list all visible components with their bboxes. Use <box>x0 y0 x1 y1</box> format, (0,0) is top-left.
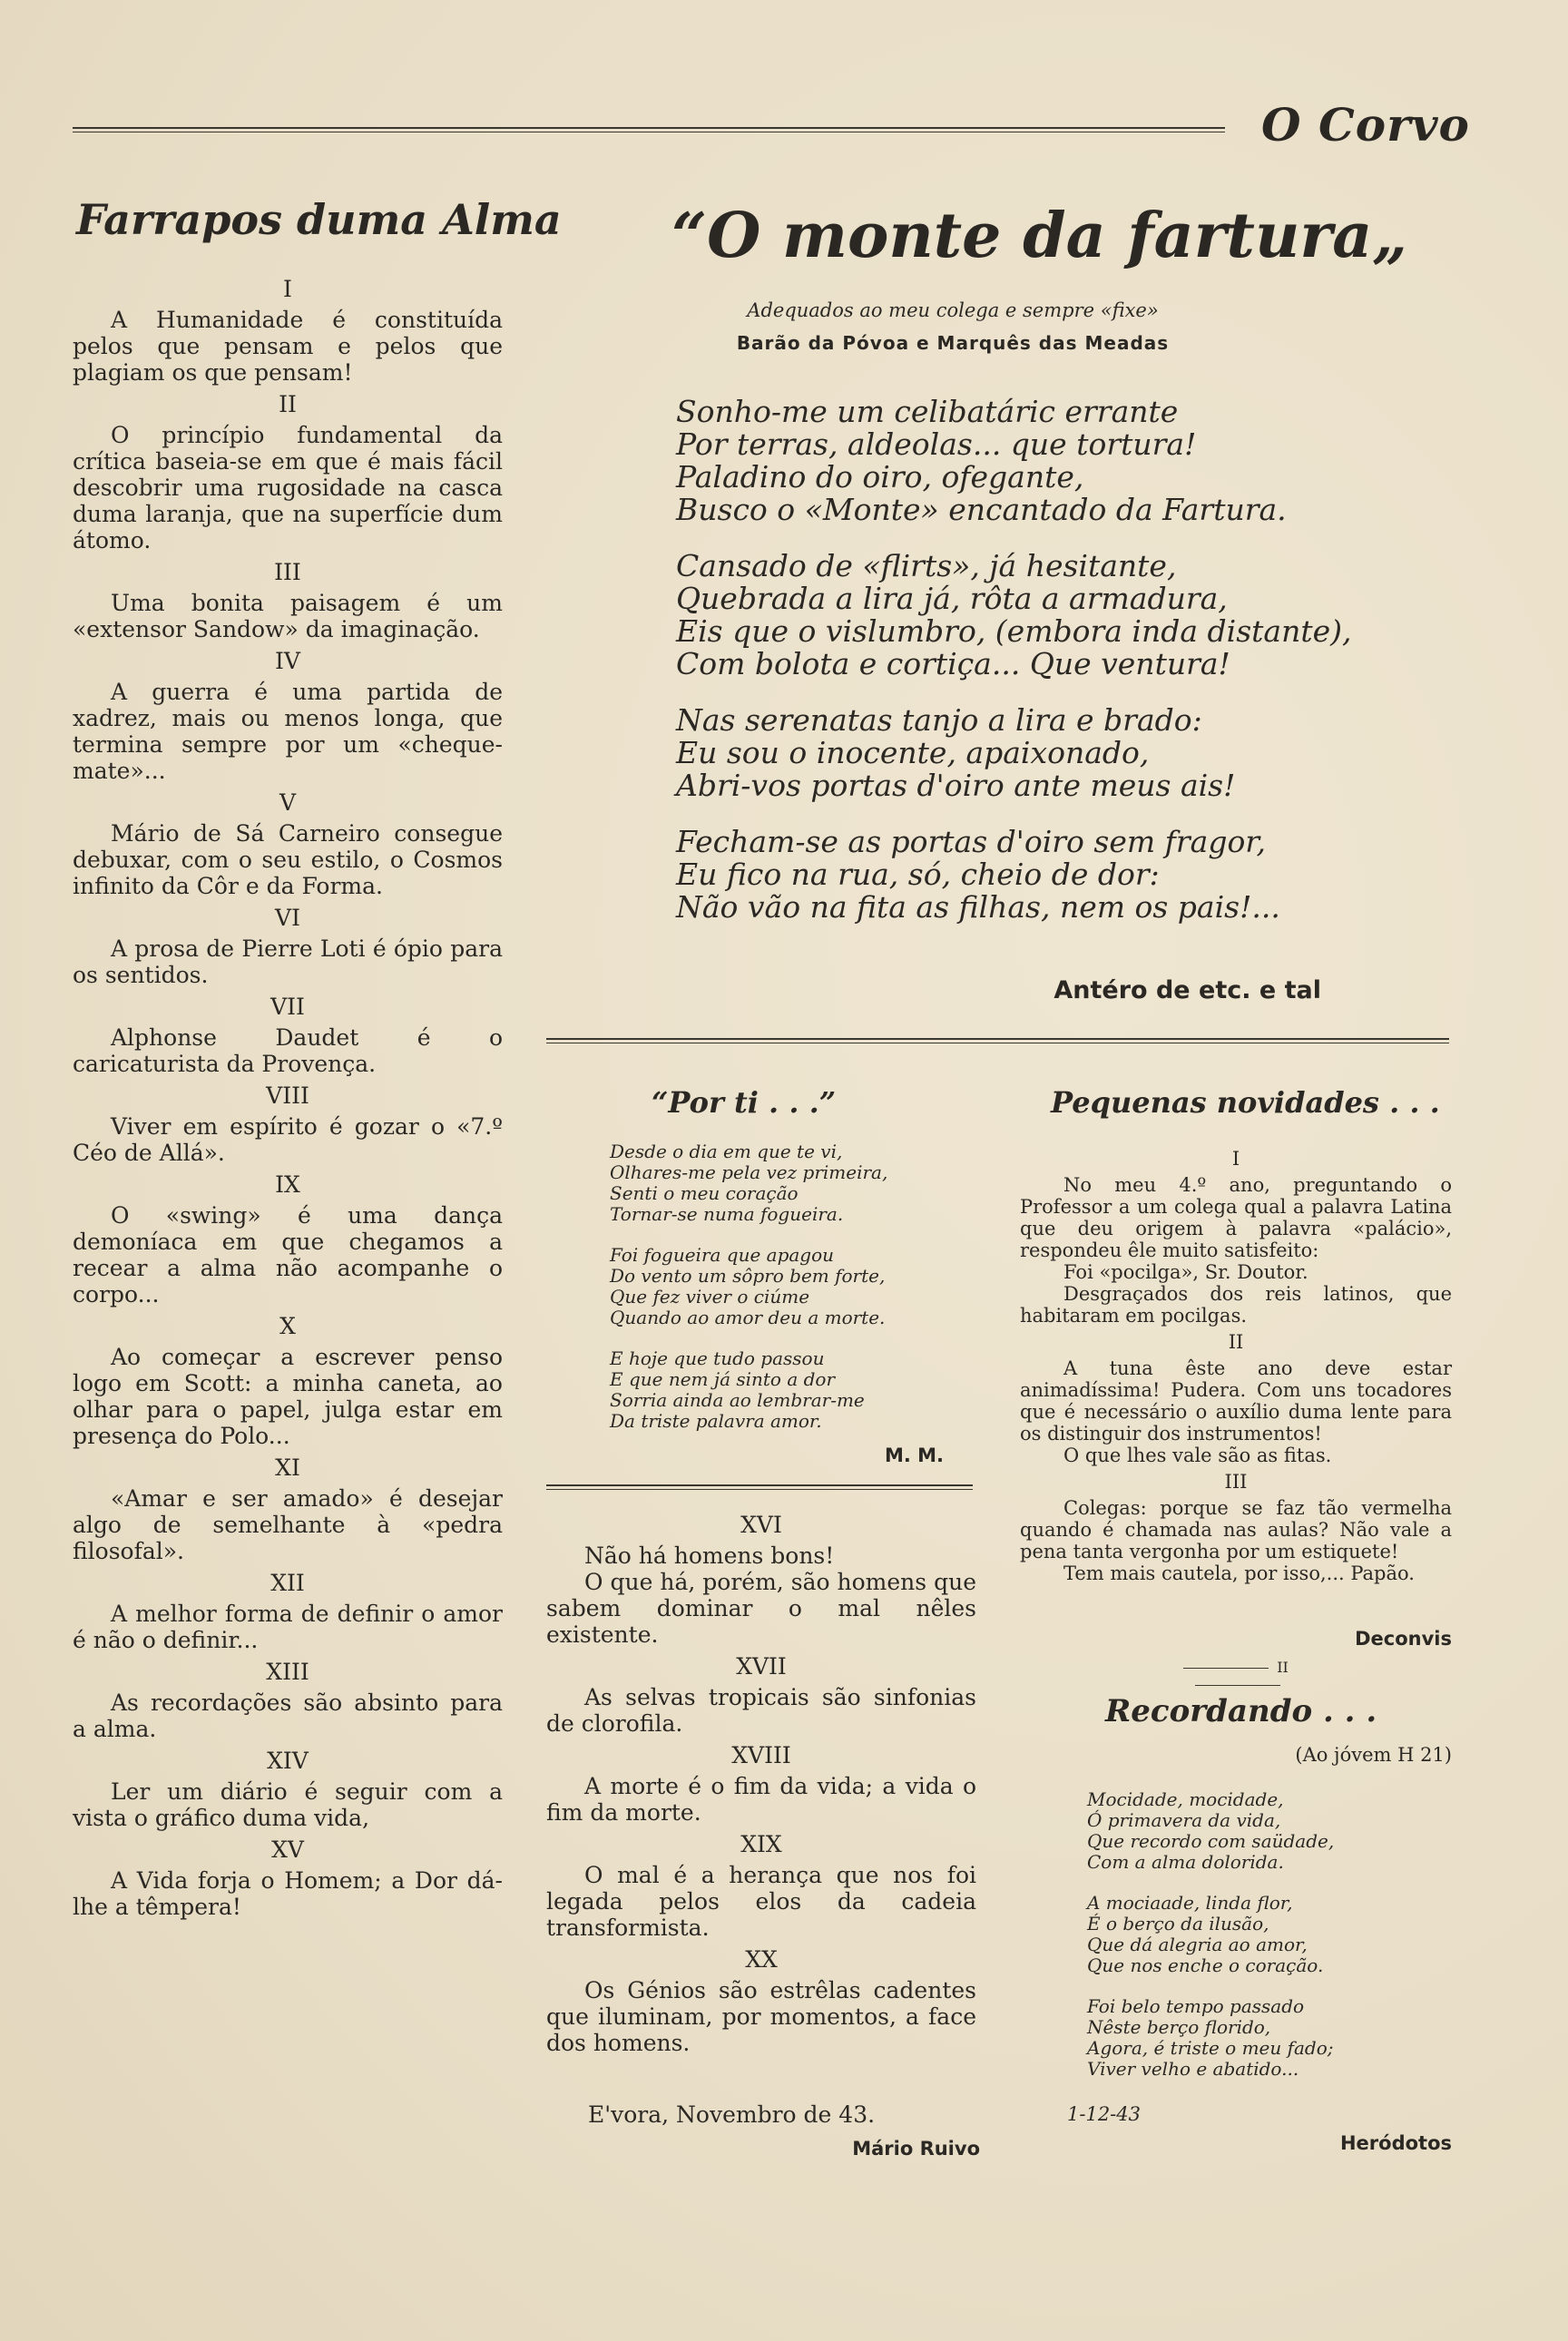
item-text: A morte é o fim da vida; a vida o fim da morte. <box>546 1773 976 1826</box>
item-number: III <box>1224 1471 1248 1493</box>
item-number: V <box>279 789 297 816</box>
item-number: I <box>283 276 292 302</box>
verse-line: Quando ao amor deu a morte. <box>610 1307 886 1328</box>
item-text: Uma bonita paisagem é um «extensor Sandow» da imaginação. <box>73 590 503 642</box>
verse-line: Nas serenatas tanjo a lira e brado: <box>676 702 1202 738</box>
recordando-date: 1-12-43 <box>1067 2103 1141 2125</box>
verse-line: Tornar-se numa fogueira. <box>610 1203 844 1225</box>
item-text: As recordações são absinto para a alma. <box>73 1690 503 1742</box>
verse-line: Fecham-se as portas d'oiro sem fragor, <box>676 824 1266 859</box>
verse-line: Com a alma dolorida. <box>1087 1851 1284 1873</box>
verse-line: Desde o dia em que te vi, <box>610 1141 843 1162</box>
verse-line: Que dá alegria ao amor, <box>1087 1934 1308 1955</box>
recordando-poem <box>1087 1789 1450 2100</box>
verse-line: Cansado de «flirts», já hesitante, <box>676 548 1177 583</box>
verse-line: É o berço da ilusão, <box>1087 1913 1269 1935</box>
verse-line: Foi belo tempo passado <box>1087 1995 1305 2017</box>
verse-line: Sonho-me um celibatáric errante <box>676 394 1179 429</box>
stanza <box>610 1245 955 1328</box>
item-number: X <box>279 1313 296 1339</box>
porti-rule <box>546 1484 973 1490</box>
verse-line: Mocidade, mocidade, <box>1087 1788 1284 1810</box>
verse-line: Quebrada a lira já, rôta a armadura, <box>676 581 1228 616</box>
news-text: O que lhes vale são as fitas. <box>1063 1445 1332 1466</box>
news-text: No meu 4.º ano, preguntando o Professor a um colega qual a palavra Latina que deu origem à palavra «palácio», respondeu êle muito satisfeito: <box>1020 1174 1452 1261</box>
item-number: XX <box>745 1946 778 1973</box>
masthead-rule <box>73 127 1225 132</box>
item-number: VII <box>270 994 305 1020</box>
stanza <box>676 826 1402 924</box>
item-number: IX <box>275 1171 300 1198</box>
monte-title: “O monte da fartura„ <box>671 200 1408 272</box>
item-text: O «swing» é uma dança demoníaca em que chegamos a recear a alma não acompanhe o corpo... <box>73 1202 503 1308</box>
item-number: I <box>1231 1148 1240 1170</box>
masthead-title: O Corvo <box>1261 98 1470 152</box>
verse-line: Não vão na fita as filhas, nem os pais!... <box>676 889 1280 925</box>
stanza <box>610 1348 955 1432</box>
stanza <box>610 1141 955 1225</box>
verse-line: Eu sou o inocente, apaixonado, <box>676 735 1150 770</box>
verse-line: Paladino do oiro, ofegante, <box>676 459 1084 495</box>
verse-line: A mociaade, linda flor, <box>1087 1892 1293 1914</box>
item-number: XIV <box>267 1748 309 1774</box>
verse-line: E hoje que tudo passou <box>610 1347 825 1369</box>
verse-line: Olhares-me pela vez primeira, <box>610 1161 888 1183</box>
item-text: A melhor forma de definir o amor é não o definir... <box>73 1601 503 1653</box>
item-text: O mal é a herança que nos foi legada pelos elos da cadeia transformista. <box>546 1862 976 1941</box>
cont-author: Mário Ruivo <box>852 2138 980 2160</box>
left-column <box>73 270 503 1920</box>
item-text: A Humanidade é constituída pelos que pensam e pelos que plagiam os que pensam! <box>73 307 503 386</box>
monte-dedication2: Barão da Póvoa e Marquês das Meadas <box>736 332 1170 354</box>
news-text: Foi «pocilga», Sr. Doutor. <box>1063 1261 1308 1283</box>
stanza <box>676 550 1402 681</box>
item-text: Não há homens bons! <box>584 1543 835 1569</box>
item-number: II <box>1228 1331 1244 1353</box>
porti-title: “Por ti . . .” <box>652 1085 837 1120</box>
verse-line: Da triste palavra amor. <box>610 1410 822 1432</box>
section-rule <box>546 1038 1449 1043</box>
item-number: II <box>279 391 297 417</box>
verse-line: Busco o «Monte» encantado da Fartura. <box>676 492 1287 527</box>
item-number: XVII <box>736 1653 787 1680</box>
verse-line: Foi fogueira que apagou <box>610 1244 835 1266</box>
item-text: A Vida forja o Homem; a Dor dá-lhe a têmpera! <box>73 1867 503 1920</box>
verse-line: Nêste berço florido, <box>1087 2016 1271 2038</box>
news-text: Desgraçados dos reis latinos, que habitaram em pocilgas. <box>1020 1283 1452 1327</box>
item-text: «Amar e ser amado» é desejar algo de semelhante à «pedra filosofal». <box>73 1485 503 1564</box>
item-number: XIII <box>266 1659 309 1685</box>
verse-line: Abri-vos portas d'oiro ante meus ais! <box>676 768 1236 803</box>
novidades-title: Pequenas novidades . . . <box>1051 1085 1440 1120</box>
recordando-dedication: (Ao jóvem H 21) <box>1295 1744 1452 1766</box>
verse-line: Por terras, aldeolas... que tortura! <box>676 426 1197 462</box>
item-text: Mário de Sá Carneiro consegue debuxar, com o seu estilo, o Cosmos infinito da Côr e da Forma. <box>73 820 503 899</box>
news-text: Colegas: porque se faz tão vermelha quando é chamada nas aulas? Não vale a pena tanta vergonha por um estiquete! <box>1020 1497 1452 1562</box>
continuation-column <box>546 1506 976 2056</box>
item-text: Ao começar a escrever penso logo em Scott: a minha caneta, ao olhar para o papel, julga estar em presença do Polo... <box>73 1344 503 1449</box>
verse-line: Do vento um sôpro bem forte, <box>610 1265 886 1287</box>
verse-line: Ó primavera da vida, <box>1087 1809 1281 1831</box>
novidades-divider <box>1140 1659 1336 1693</box>
item-text: O que há, porém, são homens que sabem dominar o mal nêles existente. <box>546 1569 976 1648</box>
news-text: Tem mais cautela, por isso,... Papão. <box>1063 1562 1415 1584</box>
stanza <box>676 704 1402 802</box>
novidades-author: Deconvis <box>1355 1628 1452 1650</box>
news-text: A tuna êste ano deve estar animadíssima! Pudera. Com uns tocadores que é necessário o auxílio duma lente para os distinguir dos instrumentos! <box>1020 1357 1452 1445</box>
verse-line: Que nos enche o coração. <box>1087 1954 1324 1976</box>
recordando-author: Heródotos <box>1339 2132 1452 2154</box>
item-number: III <box>274 559 301 585</box>
item-number: XII <box>270 1570 305 1596</box>
verse-line: Viver velho e abatido... <box>1087 2058 1299 2080</box>
item-number: XV <box>271 1837 304 1863</box>
item-text: As selvas tropicais são sinfonias de clorofila. <box>546 1684 976 1737</box>
item-text: A prosa de Pierre Loti é ópio para os sentidos. <box>73 935 503 988</box>
verse-line: Que fez viver o ciúme <box>610 1286 810 1308</box>
verse-line: Eis que o vislumbro, (embora inda distante), <box>676 613 1352 649</box>
item-text: Ler um diário é seguir com a vista o gráfico duma vida, <box>73 1778 503 1831</box>
cont-place: E'vora, Novembro de 43. <box>588 2101 876 2128</box>
verse-line: E que nem já sinto a dor <box>610 1368 836 1390</box>
monte-author: Antéro de etc. e tal <box>1054 976 1321 1004</box>
item-number: XIX <box>740 1831 782 1857</box>
verse-line: Sorria ainda ao lembrar-me <box>610 1389 865 1411</box>
divider-mark: II <box>1277 1659 1289 1676</box>
stanza <box>676 396 1402 526</box>
verse-line: Agora, é triste o meu fado; <box>1087 2037 1334 2059</box>
verse-line: Com bolota e cortiça... Que ventura! <box>676 646 1230 681</box>
stanza <box>1087 1893 1450 1976</box>
item-number: XI <box>275 1455 300 1481</box>
porti-author: M. M. <box>884 1445 944 1466</box>
item-number: XVI <box>740 1512 782 1538</box>
verse-line: Eu fico na rua, só, cheio de dor: <box>676 857 1160 892</box>
item-number: IV <box>275 648 300 674</box>
item-text: Viver em espírito é gozar o «7.º Céo de Allá». <box>73 1113 503 1166</box>
item-text: Os Génios são estrêlas cadentes que iluminam, por momentos, a face dos homens. <box>546 1977 976 2056</box>
porti-poem <box>610 1141 955 1452</box>
left-title: Farrapos duma Alma <box>76 195 562 244</box>
verse-line: Senti o meu coração <box>610 1182 799 1204</box>
stanza <box>1087 1996 1450 2080</box>
item-text: A guerra é uma partida de xadrez, mais ou menos longa, que termina sempre por um «cheque-mate»... <box>73 679 503 784</box>
verse-line: Que recordo com saüdade, <box>1087 1830 1335 1852</box>
item-number: VI <box>275 905 300 931</box>
stanza <box>1087 1789 1450 1873</box>
item-text: O princípio fundamental da crítica baseia-se em que é mais fácil descobrir uma rugosidade na casca duma laranja, que na superfície dum átomo. <box>73 422 503 553</box>
item-number: XVIII <box>731 1742 791 1768</box>
item-text: Alphonse Daudet é o caricaturista da Provença. <box>73 1024 503 1077</box>
monte-poem <box>676 396 1402 947</box>
novidades-column <box>1020 1143 1452 1584</box>
recordando-title: Recordando . . . <box>1105 1693 1377 1729</box>
monte-dedication: Adequados ao meu colega e sempre «fixe» <box>747 299 1159 321</box>
item-number: VIII <box>266 1082 309 1109</box>
